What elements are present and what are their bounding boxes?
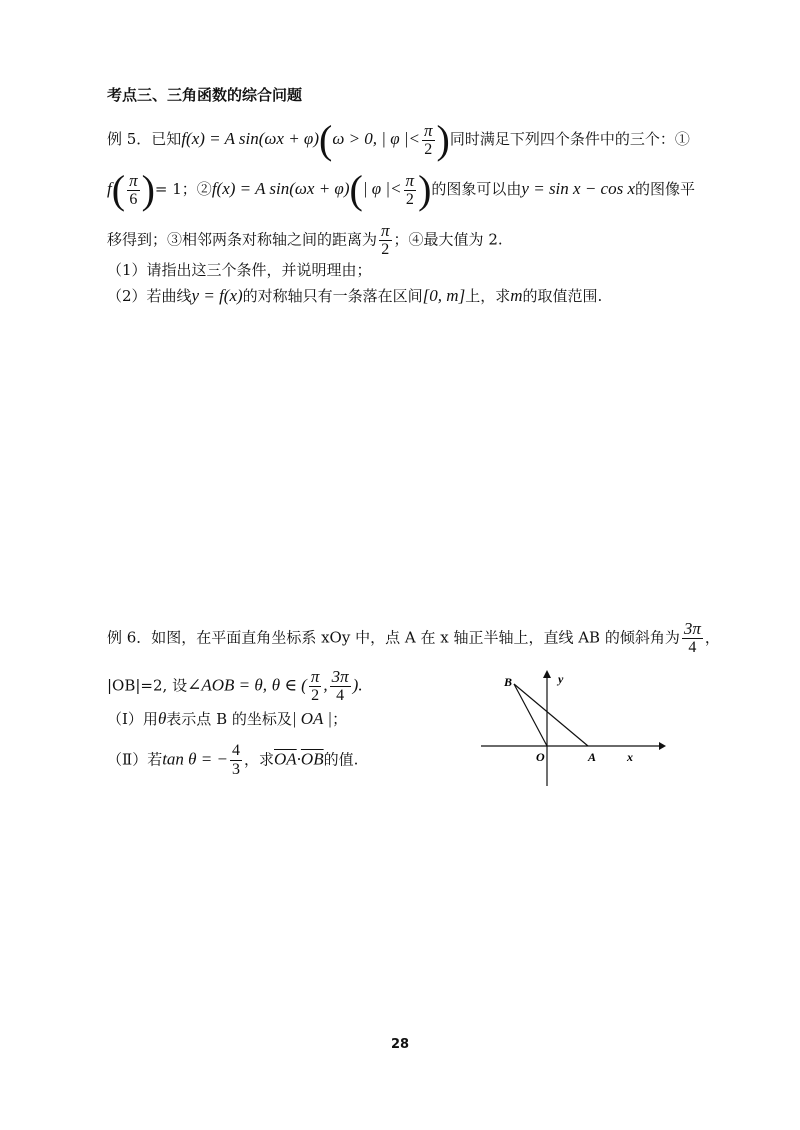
- fraction-denominator: 2: [424, 140, 433, 158]
- fraction-3pi-over-4: [330, 668, 351, 705]
- example6-line1: [107, 620, 720, 657]
- question2-m: m: [510, 286, 523, 305]
- fraction-numerator: π: [310, 667, 320, 686]
- fraction-pi-over-6: [127, 172, 140, 209]
- example5-line3: [107, 222, 503, 259]
- q1-text-a: （Ⅰ）用: [107, 710, 158, 728]
- fraction-denominator: 2: [311, 687, 320, 704]
- close-paren: ): [436, 117, 450, 162]
- close-paren: ): [141, 167, 155, 212]
- section-title: 考点三、三角函数的综合问题: [107, 86, 303, 104]
- question2-text-d: 的取值范围.: [522, 287, 603, 305]
- question2-text-b: 的对称轴只有一条落在区间: [242, 287, 423, 305]
- fraction-numerator: 4: [231, 742, 240, 759]
- example5-condition: ω > 0, | φ |<: [332, 129, 421, 148]
- q2-text-b: ，求: [243, 750, 274, 769]
- example6-angle: ∠AOB = θ,: [187, 675, 267, 695]
- comma: ,: [323, 675, 328, 695]
- example5-question2: [107, 285, 602, 307]
- q2-text-a: （Ⅱ）若: [107, 750, 163, 769]
- close-range: ).: [352, 675, 363, 695]
- example6-theta-range: θ ∈ (: [271, 675, 307, 695]
- example5-suffix: 同时满足下列四个条件中的三个：①: [449, 130, 690, 148]
- example5-line3-end: ；④最大值为 2.: [393, 230, 503, 249]
- fraction-denominator: 2: [405, 190, 414, 208]
- example5-line2-end: 的图像平: [635, 180, 696, 198]
- example5-y-expr: y = sin x − cos x: [521, 179, 636, 198]
- example6-line1-end: ，: [704, 628, 720, 647]
- label-y: y: [558, 672, 564, 686]
- example5-line2: [107, 167, 696, 212]
- question1-text: （1）请指出这三个条件，并说明理由；: [107, 261, 372, 279]
- y-axis-arrow: [543, 670, 551, 678]
- fraction-numerator: π: [381, 221, 390, 240]
- vector-oa: $\overline{OA}$: [274, 749, 297, 769]
- x-axis-arrow: [659, 742, 666, 750]
- fraction-numerator: π: [129, 170, 138, 190]
- fraction-denominator: 2: [381, 241, 390, 258]
- fraction-pi-over-2: [404, 172, 417, 209]
- fraction-denominator: 4: [688, 639, 697, 656]
- tan-expr: tan θ = −: [162, 749, 228, 769]
- example5-question1: [107, 259, 372, 281]
- example6-question1: [107, 708, 347, 730]
- fraction-numerator: 3π: [683, 619, 701, 638]
- open-paren: (: [111, 167, 126, 212]
- example5-condition-2: | φ |<: [362, 179, 402, 198]
- label-b: B: [504, 675, 513, 689]
- label-o: O: [536, 750, 545, 764]
- fraction-numerator: 3π: [331, 667, 349, 686]
- theta-symbol: θ: [157, 709, 167, 728]
- question2-text-c: 上，求: [465, 287, 511, 305]
- page-number: 28: [390, 1037, 410, 1052]
- label-a: A: [588, 750, 597, 764]
- f-symbol: f: [107, 179, 112, 198]
- example6-text: 例 6．如图，在平面直角坐标系 xOy 中，点 A 在 x 轴正半轴上，直线 AB 的倾斜角为: [107, 628, 680, 647]
- oa-abs: | OA |: [291, 709, 333, 728]
- q2-text-c: 的值.: [323, 750, 359, 769]
- label-x: x: [627, 750, 633, 764]
- fraction-denominator: 6: [129, 190, 138, 208]
- question2-function: y = f(x): [191, 286, 243, 305]
- question2-text-a: （2）若曲线: [107, 287, 192, 305]
- fraction-4-over-3: [230, 742, 242, 779]
- fraction-denominator: 3: [231, 761, 240, 778]
- q1-text-b: 表示点 B 的坐标及: [166, 710, 292, 728]
- fraction-pi-over-2: [422, 122, 435, 159]
- fraction-numerator: π: [424, 120, 433, 140]
- example5-function-2: f(x) = A sin(ωx + φ): [211, 179, 350, 198]
- example5-prefix: 例 5．已知: [107, 130, 182, 148]
- dot-symbol: ·: [296, 749, 301, 769]
- fraction-pi-over-2: [309, 668, 322, 705]
- example5-function: f(x) = A sin(ωx + φ): [181, 129, 319, 148]
- question2-interval: [0, m]: [422, 286, 466, 305]
- example5-line1: [107, 117, 690, 162]
- q1-text-c: ；: [332, 710, 348, 728]
- coordinate-figure: [476, 668, 666, 793]
- example6-ob-length: |OB|=2, 设: [107, 676, 188, 695]
- example5-eq1: = 1；②: [154, 180, 212, 198]
- open-paren: (: [349, 167, 363, 212]
- example5-line3-text: 移得到；③相邻两条对称轴之间的距离为: [107, 230, 378, 249]
- fraction-3pi-over-4: [682, 620, 703, 657]
- segment-ob: [514, 684, 547, 746]
- fraction-denominator: 4: [336, 687, 345, 704]
- fraction-pi-over-2: [379, 222, 392, 259]
- example6-line2: [107, 668, 363, 705]
- vector-ob: $\overline{OB}$: [300, 749, 324, 769]
- example6-question2: [107, 742, 358, 779]
- segment-ab: [514, 684, 588, 746]
- close-paren: ): [418, 167, 432, 212]
- open-paren: (: [318, 117, 333, 162]
- example5-text: 的图象可以由: [431, 180, 522, 198]
- fraction-numerator: π: [405, 170, 415, 190]
